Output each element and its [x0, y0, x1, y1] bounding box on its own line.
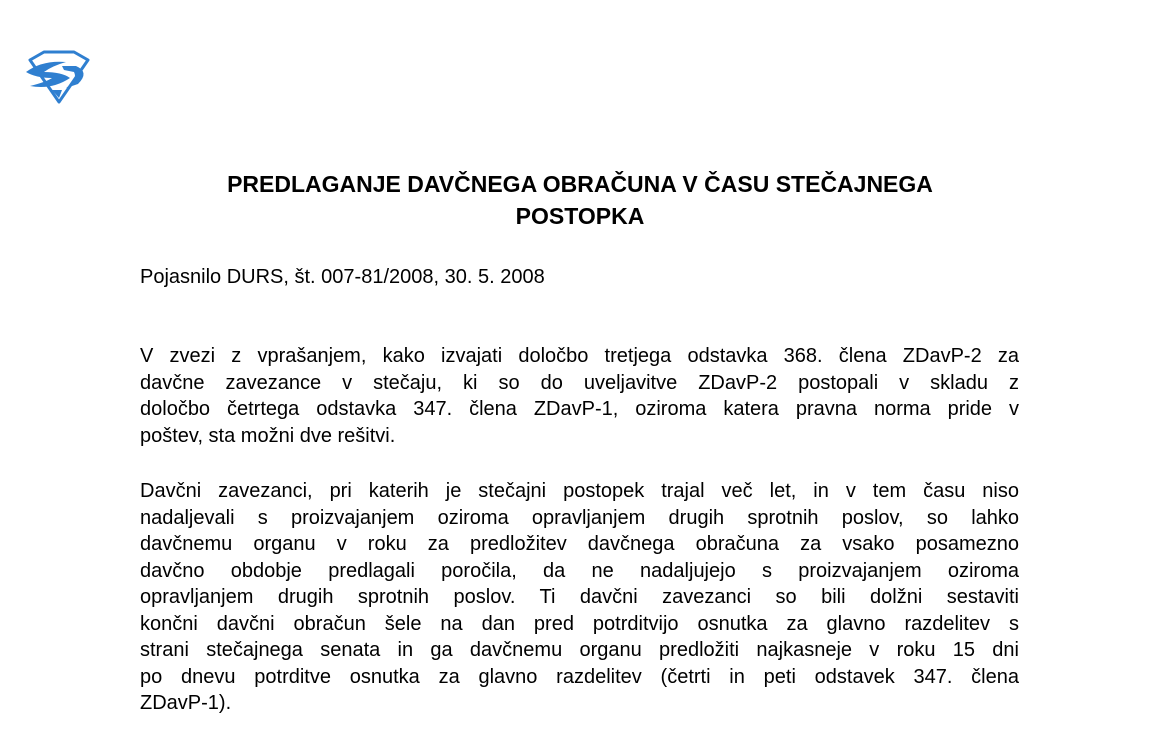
paragraph-line: V zvezi z vprašanjem, kako izvajati določbo tretjega odstavka 368. člena ZDavP-2 za: [140, 345, 1019, 367]
document-subtitle: Pojasnilo DURS, št. 007-81/2008, 30. 5. 2008: [140, 266, 545, 288]
paragraph-2: [140, 478, 1019, 717]
paragraph-line: davčne zavezance v stečaju, ki so do uveljavitve ZDavP-2 postopali v skladu z: [140, 371, 1019, 394]
title-line-2: POSTOPKA: [515, 203, 645, 229]
paragraph-line: po dnevu potrditve osnutka za glavno razdelitev (četrti in peti odstavek 347. člena: [140, 665, 1019, 688]
paragraph-line: poštev, sta možni dve rešitvi.: [140, 424, 396, 447]
paragraph-line: davčnemu organu v roku za predložitev davčnega obračuna za vsako posamezno: [140, 533, 1019, 555]
paragraph-line: določbo četrtega odstavka 347. člena ZDavP-1, oziroma katera pravna norma pride v: [140, 398, 1019, 420]
paragraph-line: ZDavP-1).: [140, 692, 232, 714]
document-title: [140, 168, 1020, 232]
title-line-1: PREDLAGANJE DAVČNEGA OBRAČUNA V ČASU STEČAJNEGA: [227, 171, 933, 197]
paragraph-line: končni davčni obračun šele na dan pred potrditvijo osnutka za glavno razdelitev s: [140, 612, 1019, 635]
paragraph-line: davčno obdobje predlagali poročila, da ne nadaljujejo s proizvajanjem oziroma: [140, 559, 1019, 582]
paragraph-1: [140, 343, 1019, 449]
paragraph-line: nadaljevali s proizvajanjem oziroma opravljanjem drugih sprotnih poslov, so lahko: [140, 506, 1019, 529]
sd-logo-icon: [22, 50, 96, 104]
paragraph-line: opravljanjem drugih sprotnih poslov. Ti davčni zavezanci so bili dolžni sestaviti: [140, 586, 1019, 608]
paragraph-line: strani stečajnega senata in ga davčnemu organu predložiti najkasneje v roku 15 dni: [140, 639, 1019, 661]
paragraph-line: Davčni zavezanci, pri katerih je stečajni postopek trajal več let, in v tem času niso: [140, 480, 1019, 502]
